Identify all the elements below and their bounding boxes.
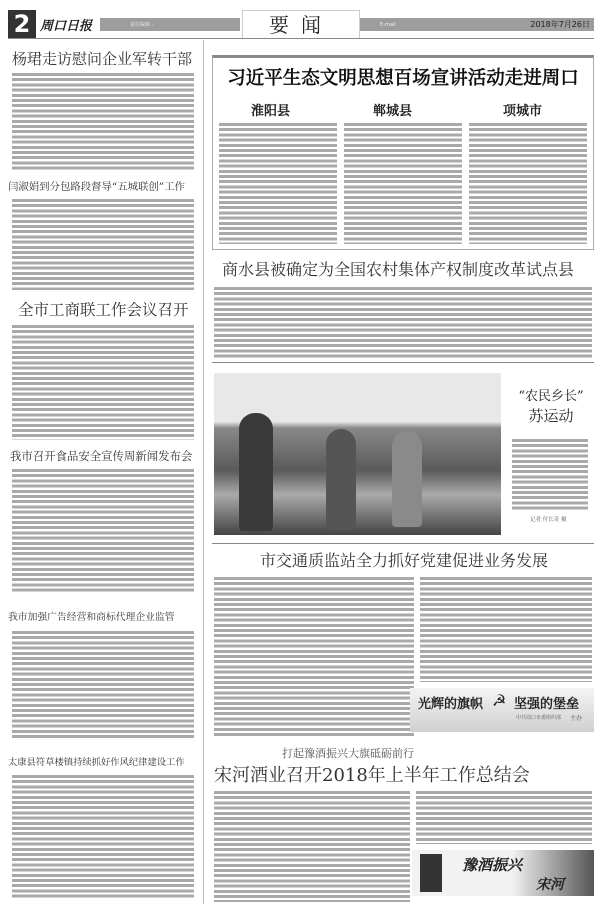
article-body — [12, 72, 194, 170]
subhead-xiangcheng: 项城市 — [503, 104, 543, 119]
editor-info: 责任编辑 · — [130, 22, 154, 28]
article-body — [214, 790, 410, 902]
banner-left-text: 光辉的旗帜 — [418, 697, 484, 712]
lead-story — [212, 55, 594, 250]
photo-credit: 记者 付长奇 摄 — [530, 517, 567, 523]
article-body — [214, 286, 592, 358]
article-headline: 太康县符草楼镇持续抓好作风纪律建设工作 — [8, 757, 185, 768]
article-body — [344, 122, 462, 244]
ad-slogan: 豫酒振兴 — [462, 856, 523, 874]
photo-name: 苏运动 — [528, 407, 574, 425]
article-headline: 杨珺走访慰问企业军转干部 — [12, 50, 193, 68]
tobacco-field-photo — [214, 373, 501, 535]
contact-info: E-mail — [380, 21, 396, 28]
date-bar — [360, 18, 594, 31]
subhead-dancheng: 郸城县 — [373, 104, 413, 119]
lead-headline: 习近平生态文明思想百场宣讲活动走进周口 — [227, 68, 579, 89]
article-body — [420, 576, 592, 682]
person-figure — [239, 413, 273, 531]
article-body — [416, 790, 592, 844]
bottle-image — [420, 854, 442, 892]
article-body — [12, 198, 194, 290]
article-body — [12, 630, 194, 740]
article-headline: 我市召开食品安全宣传周新闻发布会 — [10, 449, 193, 463]
banner-sponsor: 主办 — [570, 715, 583, 722]
person-figure — [392, 431, 422, 527]
issue-date: 2018年7月26日 — [530, 20, 590, 29]
editor-bar — [100, 18, 240, 31]
songhe-ad — [412, 850, 594, 896]
subhead-huaiyang: 淮阳县 — [251, 104, 291, 119]
paper-logo: 周口日报 — [40, 19, 93, 34]
banner-right-text: 坚强的堡垒 — [514, 697, 580, 712]
article-headline: 全市工商联工作会议召开 — [18, 301, 189, 319]
party-banner — [410, 688, 594, 732]
article-body — [12, 468, 194, 594]
article-body — [469, 122, 587, 244]
article-body — [12, 324, 194, 440]
masthead — [8, 10, 594, 38]
banner-org: 中共周口市委组织部 — [516, 715, 562, 721]
photo-title: “农民乡长” — [518, 389, 584, 404]
article-body — [214, 576, 414, 738]
article-kicker: 打起豫酒振兴大旗砥砺前行 — [282, 747, 414, 760]
left-column — [8, 40, 198, 904]
article-headline: 商水县被确定为全国农村集体产权制度改革试点县 — [222, 260, 575, 279]
article-headline: 我市加强广告经营和商标代理企业监管 — [8, 612, 175, 623]
hammer-sickle-icon: ☭ — [492, 691, 507, 710]
article-body — [219, 122, 337, 244]
ad-brand: 宋河 — [536, 877, 564, 893]
article-headline: 闫淑娟到分包路段督导“五城联创”工作 — [8, 181, 185, 193]
section-title: 要闻 — [242, 10, 360, 38]
photo-caption — [512, 438, 588, 510]
photo-feature — [212, 362, 594, 544]
page-number: 2 — [8, 10, 36, 38]
article-headline: 市交通质监站全力抓好党建促进业务发展 — [260, 551, 549, 570]
article-body — [12, 774, 194, 900]
article-headline: 宋河酒业召开2018年上半年工作总结会 — [214, 765, 530, 786]
person-figure — [326, 429, 356, 529]
